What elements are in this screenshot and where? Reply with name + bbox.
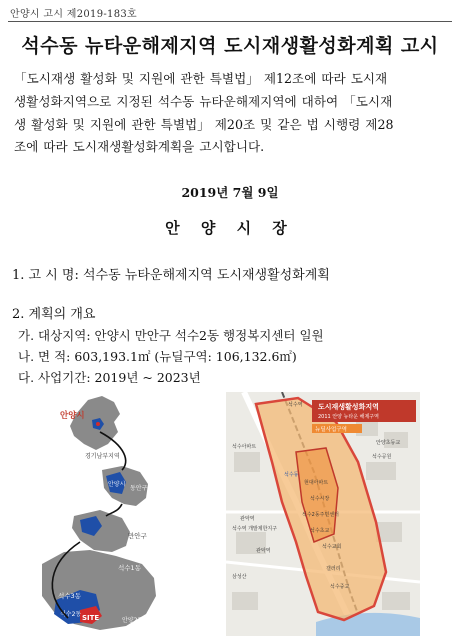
seoksu3-label: 석수3동 [58, 592, 81, 600]
overview-area-size: 나. 면 적: 603,193.1㎡ (뉴딜구역: 106,132.6㎡) [18, 349, 297, 364]
announcement-body [14, 68, 448, 159]
anyang-location-dot [96, 422, 100, 426]
legend-title: 도시재생활성화지역 [318, 403, 379, 411]
legend-subtitle: 2011 안양 뉴타운 해제구역 [318, 414, 379, 420]
anyang-elementary-label: 안양초등교 [376, 440, 401, 446]
newdeal-legend-label: 뉴딜사업구역 [315, 427, 347, 433]
seoksu-park-label: 석수공원 [372, 454, 392, 460]
market-label: 석수시장 [310, 496, 330, 502]
anyang2-label: 안양2동 [122, 617, 144, 624]
community-center-label: 석수2동주민센터 [302, 512, 339, 518]
body-line: 「도시재생 활성화 및 지원에 관한 특별법」 제12조에 따라 도시재 [14, 71, 388, 86]
manan-label: 만안구 [128, 532, 147, 540]
body-line: 생활성화지역으로 지정된 석수동 뉴타운해제지역에 대하여 「도시재 [14, 93, 393, 109]
hyundae-label: 현대아파트 [304, 480, 329, 486]
middle-school-label: 석수중교 [330, 584, 350, 590]
gyeonggi-label: 경기남부지역 [85, 453, 120, 460]
section-plan-overview: 2. 계획의 개요 [12, 307, 96, 322]
site-detail-map [226, 392, 420, 636]
site-label: SITE [82, 614, 100, 622]
seoksu-station-label: 석수역 [288, 402, 303, 408]
seoksu2-label: 석수2동 [60, 611, 82, 618]
seoksu1-label: 석수1동 [118, 564, 141, 572]
anyang-city-label: 안양시 [60, 411, 85, 421]
section-announcement-name: 1. 고 시 명: 석수동 뉴타운해제지역 도시재생활성화계획 [12, 268, 330, 283]
school-label: 석수초교 [310, 528, 330, 534]
station-area-label: 석수역 개발제한지구 [232, 526, 278, 532]
header-divider [8, 21, 452, 22]
location-map [30, 392, 225, 636]
signer-title: 안 양 시 장 [165, 219, 295, 237]
hill-label: 삼성산 [232, 574, 247, 580]
gwanak-station-label: 관악역 [240, 516, 255, 522]
announcement-date: 2019년 7월 9일 [181, 185, 279, 200]
body-line: 생 활성화 및 지원에 관한 특별법」 제20조 및 같은 법 시행령 제28 [14, 116, 394, 132]
body-line: 조에 따라 도시재생활성화계획을 고시합니다. [14, 139, 265, 155]
seoksu-dong-label: 석수동 [284, 472, 299, 478]
dongan-label: 동안구 [130, 485, 148, 492]
church-label: 석수교회 [322, 544, 342, 550]
document-reference-number: 안양시 고시 제2019-183호 [10, 9, 137, 20]
gwanak-label: 관악역 [256, 548, 271, 554]
anyang-small-label: 안양시 [108, 481, 126, 488]
document-title: 석수동 뉴타운해제지역 도시재생활성화계획 고시 [21, 35, 439, 57]
seoksu-apt-label: 석수아파트 [232, 444, 257, 450]
overview-target-area: 가. 대상지역: 안양시 만안구 석수2동 행정복지센터 일원 [18, 328, 324, 343]
gallery-label: 갤러리 [326, 566, 341, 572]
overview-project-period: 다. 사업기간: 2019년 ~ 2023년 [18, 370, 201, 385]
